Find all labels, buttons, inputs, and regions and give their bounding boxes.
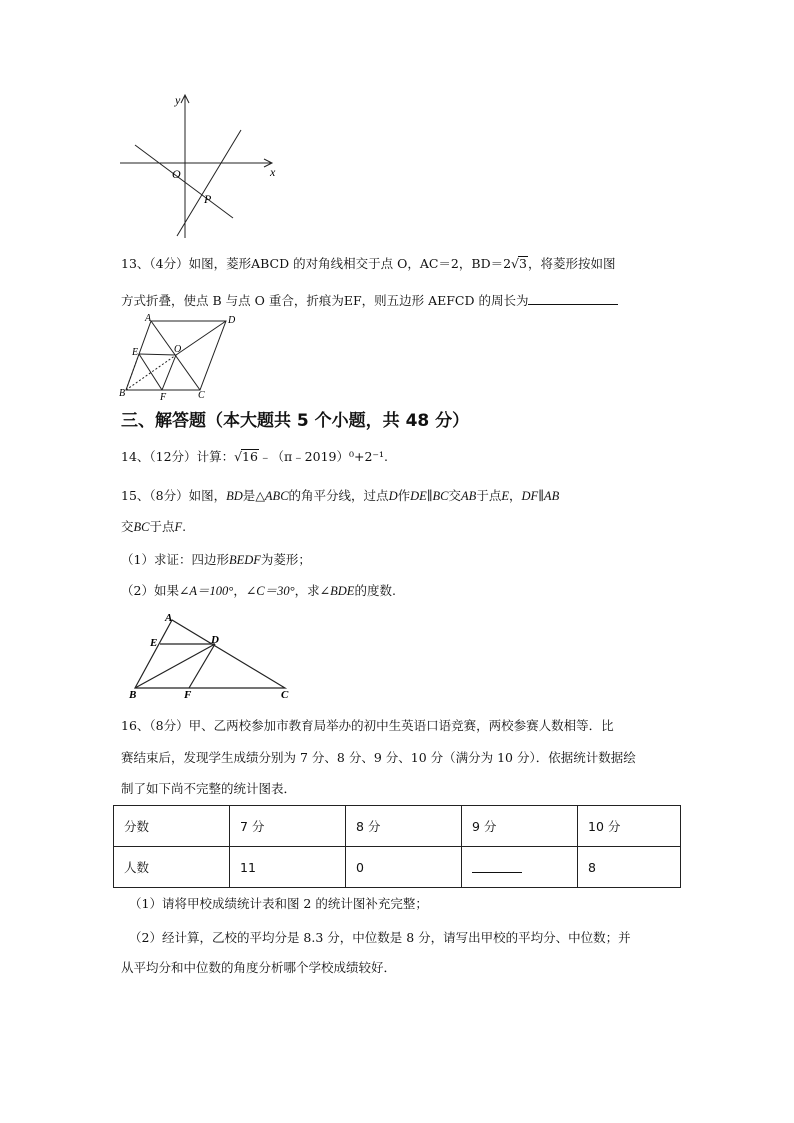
triangle-abc (135, 620, 285, 688)
table-cell: 8 (578, 847, 681, 888)
q14-rest: ﹣（π﹣2019）⁰+2⁻¹. (258, 449, 388, 464)
label-a: A (145, 313, 152, 324)
q15-math: ∠BDE (319, 584, 355, 598)
q16-text: 制了如下尚不完整的统计图表． (121, 781, 297, 796)
q15-text: 如图， (188, 488, 227, 503)
q15-math: DF∥AB (521, 489, 560, 503)
q15-part2 (121, 581, 396, 601)
q15-math: D (388, 489, 398, 503)
q15-math: BC (133, 520, 150, 534)
q15-number: 15、 (121, 488, 150, 503)
q15-text: ，求 (294, 583, 320, 598)
label-o: O (174, 344, 182, 355)
point-p-label: P (204, 192, 212, 206)
q15-math: ∠A＝100° (178, 584, 234, 598)
segment-eo (139, 354, 176, 355)
table-cell: 0 (346, 847, 462, 888)
q13-text1: 如图，菱形ABCD 的对角线相交于点 O，AC＝2，BD＝2 (188, 256, 512, 271)
q13-score: （4分） (149, 256, 189, 271)
q13-line2 (121, 290, 618, 311)
origin-label: O (172, 167, 181, 181)
q16-text: （1）请将甲校成绩统计表和图 2 的统计图补充完整； (129, 896, 428, 911)
table-cell: 11 (230, 847, 346, 888)
q16-line1 (121, 716, 614, 736)
label-e: E (150, 637, 158, 649)
q15-math: BD (226, 489, 243, 503)
q14-radicand: 16 (242, 449, 258, 464)
q15-text: ， (508, 488, 522, 503)
label-c: C (281, 689, 289, 701)
q15-text: 作 (397, 488, 411, 503)
label-c: C (198, 390, 205, 401)
q16-number: 16、 (121, 718, 150, 733)
line-descending (135, 145, 233, 218)
q15-math: AB (461, 489, 477, 503)
q15-text: ， (233, 583, 246, 598)
table-cell: 10 分 (578, 806, 681, 847)
score-table (113, 805, 681, 888)
q15-text: 交 (121, 519, 134, 534)
label-b: B (129, 689, 137, 701)
q13-radicand: 3 (519, 256, 527, 271)
label-b: B (119, 388, 126, 399)
q15-text: （2）如果 (121, 583, 179, 598)
q14-lead: 计算： (196, 449, 235, 464)
q16-line3 (121, 779, 296, 799)
q15-math: ∠C＝30° (245, 584, 295, 598)
diagonal-bd-solid (176, 321, 226, 355)
table-header-row (114, 806, 681, 847)
q16-text: 甲、乙两校参加市教育局举办的初中生英语口语竞赛，两校参赛人数相等．比 (188, 718, 614, 733)
table-cell: 8 分 (346, 806, 462, 847)
q15-text: 的度数. (354, 583, 396, 598)
table-cell: 分数 (114, 806, 230, 847)
q16-line2 (121, 748, 636, 768)
q16-part2-line1 (129, 928, 631, 948)
sqrt-symbol: √ (234, 449, 243, 464)
q16-score: （8分） (149, 718, 189, 733)
x-label: x (270, 165, 276, 179)
q14-score: （12分） (149, 449, 197, 464)
label-f: F (160, 392, 167, 402)
segment-ef (139, 354, 162, 390)
table-cell: 7 分 (230, 806, 346, 847)
section-3-title: 三、解答题（本大题共 5 个小题，共 48 分） (121, 411, 470, 431)
q15-line2 (121, 517, 186, 537)
q15-part1 (121, 550, 311, 570)
q15-math: DE∥BC (410, 489, 449, 503)
sqrt-symbol: √ (511, 256, 520, 271)
q15-text: 的角平分线，过点 (288, 488, 389, 503)
q16-part2-line2 (121, 958, 396, 978)
q16-part1 (129, 894, 428, 914)
table-row (114, 847, 681, 888)
q15-text: 为菱形； (260, 552, 311, 567)
q13-text2: ，将菱形按如图 (527, 256, 616, 271)
q13-number: 13、 (121, 256, 150, 271)
table-answer-blank[interactable] (472, 858, 522, 873)
table-cell: 人数 (114, 847, 230, 888)
q13-text3: 方式折叠，使点 B 与点 O 重合，折痕为EF，则五边形 AEFCD 的周长为 (121, 293, 529, 308)
q14-number: 14、 (121, 449, 150, 464)
q15-math: E (501, 489, 509, 503)
table-cell-blank[interactable] (462, 847, 578, 888)
label-e: E (132, 347, 139, 358)
q15-text: （1）求证：四边形 (121, 552, 229, 567)
label-d: D (211, 634, 219, 646)
figure-rhombus (118, 312, 243, 402)
q16-text: （2）经计算，乙校的平均分是 8.3 分，中位数是 8 分，请写出甲校的平均分、中位数；并 (129, 930, 631, 945)
q13-answer-blank[interactable] (528, 290, 618, 305)
q16-text: 赛结束后，发现学生成绩分别为 7 分、8 分、9 分、10 分（满分为 10 分）．依据统计数据绘 (121, 750, 636, 765)
q15-math: BEDF (228, 553, 261, 567)
q15-text: 是 (242, 488, 256, 503)
q15-score: （8分） (149, 488, 189, 503)
q15-line1 (121, 486, 559, 506)
q15-text: 交 (448, 488, 462, 503)
q16-text: 从平均分和中位数的角度分析哪个学校成绩较好． (121, 960, 397, 975)
q13-line1 (121, 254, 615, 274)
y-label: y (175, 93, 181, 107)
q15-text: . (182, 519, 187, 534)
q15-math: △ABC (255, 489, 289, 503)
label-a: A (165, 612, 173, 624)
label-f: F (184, 689, 192, 701)
figure-triangle (125, 612, 295, 702)
q15-text: 于点 (476, 488, 502, 503)
q14-line (121, 447, 388, 467)
label-d: D (228, 315, 236, 326)
q15-math: F (174, 520, 183, 534)
table-cell: 9 分 (462, 806, 578, 847)
figure-axes (115, 90, 285, 240)
q15-text: 于点 (149, 519, 175, 534)
